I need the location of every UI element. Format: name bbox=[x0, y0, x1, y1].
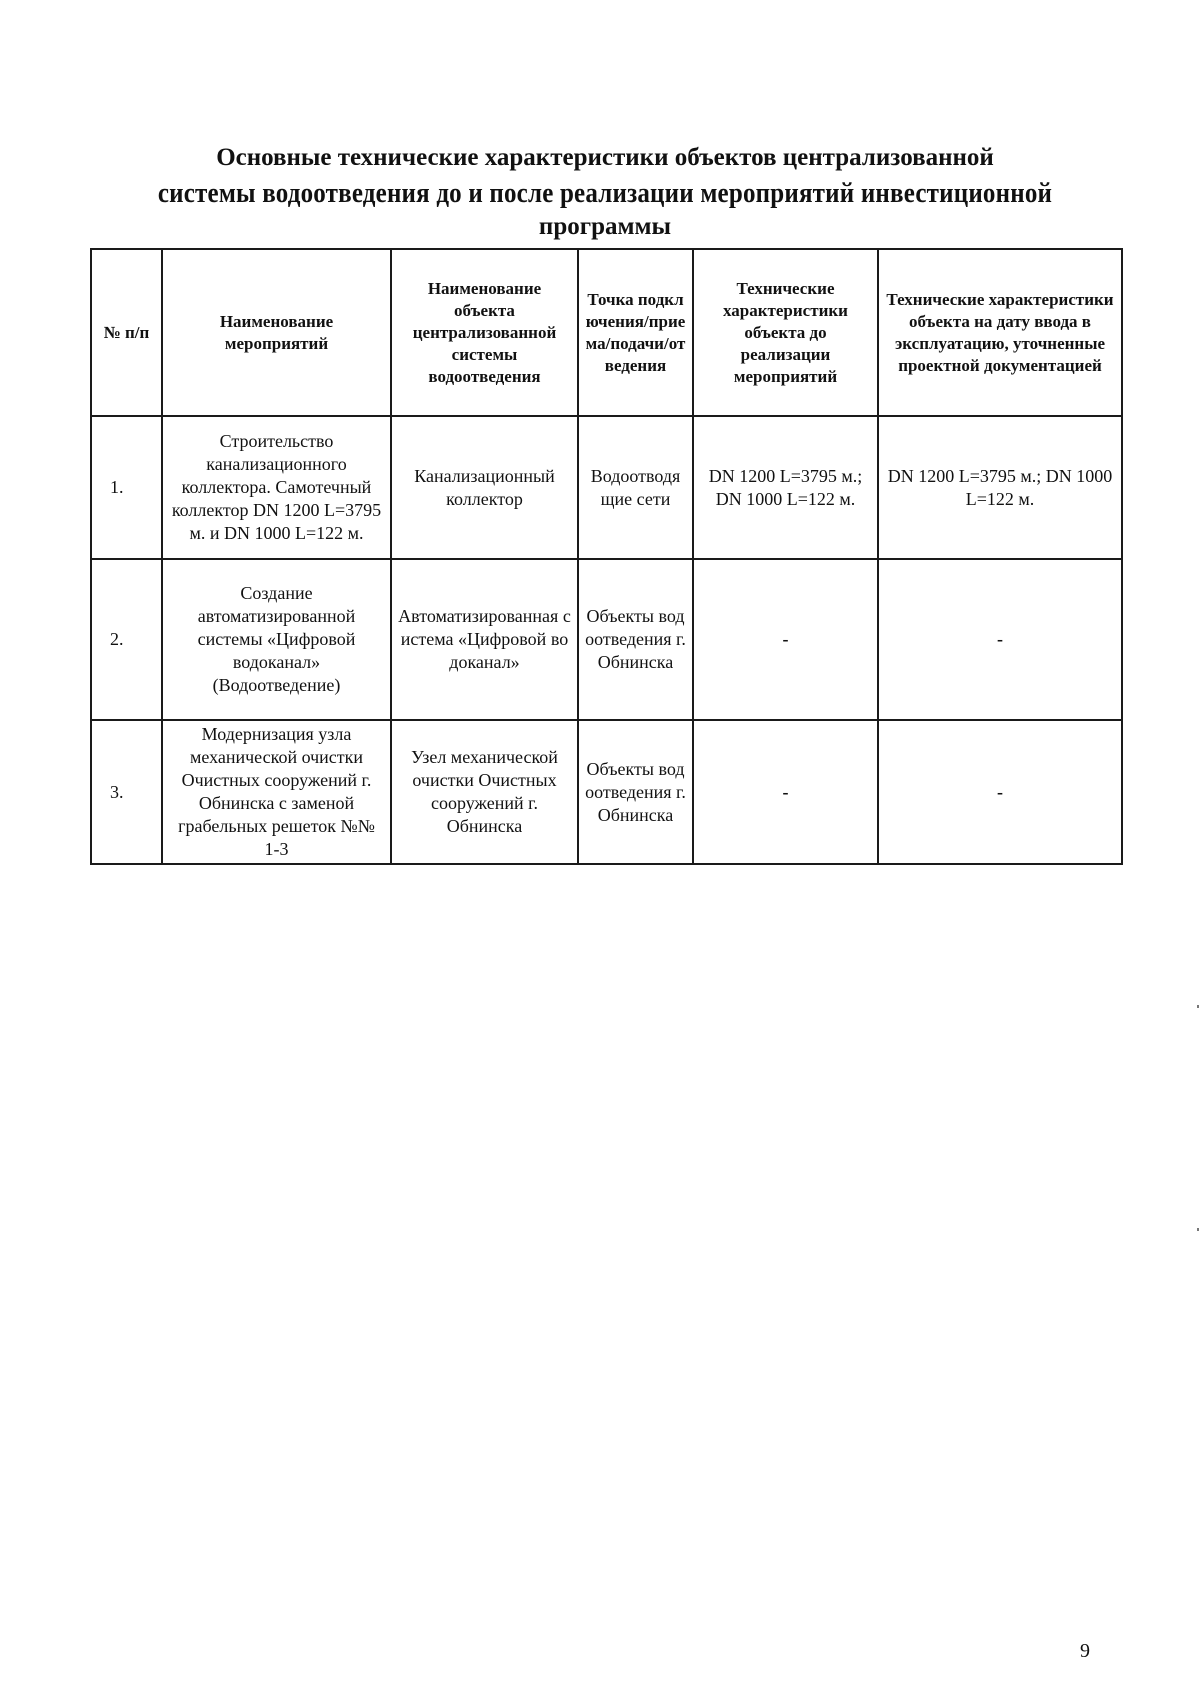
table-header-row bbox=[91, 249, 1122, 416]
scan-edge-mark bbox=[1197, 1005, 1199, 1008]
title-line-1: Основные технические характеристики объектов централизованной bbox=[216, 144, 994, 171]
row-event: Строительство канализационного коллектора. Самотечный коллектор DN 1200 L=3795 м. и DN 1000 L=122 м. bbox=[162, 416, 391, 559]
document-title bbox=[90, 140, 1120, 242]
header-event: Наименование мероприятий bbox=[162, 249, 391, 416]
header-object: Наименование объекта централизованной системы водоотведения bbox=[391, 249, 578, 416]
row-number: 2. bbox=[91, 559, 162, 720]
row-after: - bbox=[878, 720, 1122, 864]
title-line-2: системы водоотведения до и после реализации мероприятий инвестиционной bbox=[157, 178, 1053, 209]
row-object: Канализационный коллектор bbox=[391, 416, 578, 559]
row-before: - bbox=[693, 559, 878, 720]
header-before: Технические характеристики объекта до реализации мероприятий bbox=[693, 249, 878, 416]
row-after: DN 1200 L=3795 м.; DN 1000 L=122 м. bbox=[878, 416, 1122, 559]
row-event: Создание автоматизированной системы «Цифровой водоканал» (Водоотведение) bbox=[162, 559, 391, 720]
row-point: Объекты водоотведения г. Обнинска bbox=[578, 559, 693, 720]
row-object: Узел механической очистки Очистных сооружений г. Обнинска bbox=[391, 720, 578, 864]
row-point: Объекты водоотведения г. Обнинска bbox=[578, 720, 693, 864]
scan-edge-mark bbox=[1197, 1228, 1199, 1231]
table-row bbox=[91, 559, 1122, 720]
row-event: Модернизация узла механической очистки Очистных сооружений г. Обнинска с заменой грабельных решеток №№ 1-3 bbox=[162, 720, 391, 864]
row-object: Автоматизированная система «Цифровой водоканал» bbox=[391, 559, 578, 720]
header-after: Технические характеристики объекта на дату ввода в эксплуатацию, уточненные проектной документацией bbox=[878, 249, 1122, 416]
table-row bbox=[91, 416, 1122, 559]
header-num: № п/п bbox=[91, 249, 162, 416]
page-number: 9 bbox=[1080, 1640, 1090, 1662]
title-line-3: программы bbox=[538, 213, 672, 240]
characteristics-table bbox=[90, 248, 1123, 865]
row-after: - bbox=[878, 559, 1122, 720]
row-number: 1. bbox=[91, 416, 162, 559]
header-point: Точка подключения/приема/подачи/отведения bbox=[578, 249, 693, 416]
row-before: DN 1200 L=3795 м.; DN 1000 L=122 м. bbox=[693, 416, 878, 559]
row-number: 3. bbox=[91, 720, 162, 864]
row-point: Водоотводящие сети bbox=[578, 416, 693, 559]
table-row bbox=[91, 720, 1122, 864]
row-before: - bbox=[693, 720, 878, 864]
